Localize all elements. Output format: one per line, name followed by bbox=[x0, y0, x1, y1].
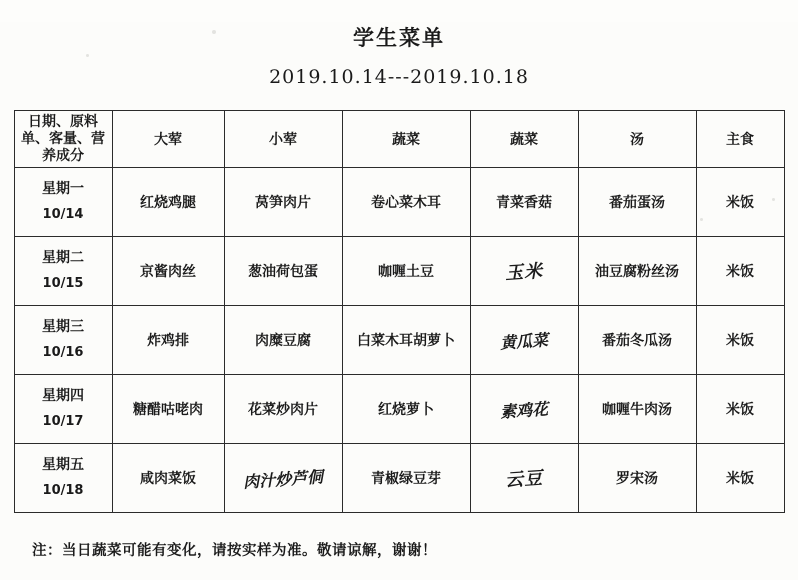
menu-cell-handwritten bbox=[224, 444, 342, 513]
day-date: 10/18 bbox=[42, 483, 84, 498]
menu-cell: 米饭 bbox=[696, 168, 784, 237]
menu-cell: 米饭 bbox=[696, 237, 784, 306]
column-header-zhushi: 主食 bbox=[696, 111, 784, 168]
menu-cell: 咖喱土豆 bbox=[342, 237, 470, 306]
menu-cell: 青椒绿豆芽 bbox=[342, 444, 470, 513]
menu-cell: 罗宋汤 bbox=[578, 444, 696, 513]
day-cell bbox=[14, 168, 112, 237]
scan-speck bbox=[86, 54, 89, 57]
menu-cell: 糖醋咕咾肉 bbox=[112, 375, 224, 444]
menu-cell: 番茄冬瓜汤 bbox=[578, 306, 696, 375]
menu-cell: 米饭 bbox=[696, 306, 784, 375]
menu-cell: 卷心菜木耳 bbox=[342, 168, 470, 237]
day-cell bbox=[14, 306, 112, 375]
table-row bbox=[14, 375, 784, 444]
day-date: 10/14 bbox=[42, 207, 84, 222]
column-header-shucai-1: 蔬菜 bbox=[342, 111, 470, 168]
day-date: 10/15 bbox=[42, 276, 84, 291]
handwriting: 云豆 bbox=[504, 467, 544, 492]
table-header-row bbox=[14, 111, 784, 168]
scan-speck bbox=[700, 218, 703, 221]
menu-cell: 白菜木耳胡萝卜 bbox=[342, 306, 470, 375]
day-date: 10/17 bbox=[42, 414, 84, 429]
scan-speck bbox=[772, 198, 775, 201]
handwriting: 肉汁炒芦侗 bbox=[242, 466, 324, 492]
menu-cell-handwritten bbox=[470, 306, 578, 375]
menu-table bbox=[14, 110, 785, 513]
menu-cell: 青菜香菇 bbox=[470, 168, 578, 237]
scan-speck bbox=[212, 30, 216, 34]
menu-cell: 莴笋肉片 bbox=[224, 168, 342, 237]
menu-cell: 葱油荷包蛋 bbox=[224, 237, 342, 306]
menu-cell: 番茄蛋汤 bbox=[578, 168, 696, 237]
menu-cell-handwritten bbox=[470, 444, 578, 513]
menu-cell: 花菜炒肉片 bbox=[224, 375, 342, 444]
menu-cell: 炸鸡排 bbox=[112, 306, 224, 375]
day-label: 星期四 bbox=[42, 388, 84, 404]
table-row bbox=[14, 444, 784, 513]
day-cell bbox=[14, 375, 112, 444]
menu-cell: 咸肉菜饭 bbox=[112, 444, 224, 513]
handwriting: 素鸡花 bbox=[499, 398, 549, 422]
day-date: 10/16 bbox=[42, 345, 84, 360]
menu-cell-handwritten bbox=[470, 375, 578, 444]
column-header-dahun: 大荤 bbox=[112, 111, 224, 168]
document-page bbox=[0, 22, 798, 580]
day-cell bbox=[14, 444, 112, 513]
corner-header: 日期、原料单、客量、营养成分 bbox=[14, 111, 112, 168]
menu-cell: 米饭 bbox=[696, 375, 784, 444]
table-row bbox=[14, 237, 784, 306]
date-range-subtitle: 2019.10.14---2019.10.18 bbox=[269, 66, 529, 88]
table-row bbox=[14, 306, 784, 375]
menu-cell: 肉糜豆腐 bbox=[224, 306, 342, 375]
day-cell bbox=[14, 237, 112, 306]
day-label: 星期五 bbox=[42, 457, 84, 473]
day-label: 星期一 bbox=[42, 181, 84, 197]
handwriting: 玉米 bbox=[504, 260, 544, 285]
menu-cell: 红烧鸡腿 bbox=[112, 168, 224, 237]
column-header-xiaohun: 小荤 bbox=[224, 111, 342, 168]
page-title: 学生菜单 bbox=[353, 26, 445, 50]
menu-cell: 油豆腐粉丝汤 bbox=[578, 237, 696, 306]
menu-cell-handwritten bbox=[470, 237, 578, 306]
menu-cell: 红烧萝卜 bbox=[342, 375, 470, 444]
menu-cell: 米饭 bbox=[696, 444, 784, 513]
table-row bbox=[14, 168, 784, 237]
day-label: 星期三 bbox=[42, 319, 84, 335]
footer-note: 注：当日蔬菜可能有变化，请按实样为准。敬请谅解，谢谢！ bbox=[32, 543, 437, 559]
day-label: 星期二 bbox=[42, 250, 84, 266]
menu-cell: 咖喱牛肉汤 bbox=[578, 375, 696, 444]
column-header-shucai-2: 蔬菜 bbox=[470, 111, 578, 168]
menu-cell: 京酱肉丝 bbox=[112, 237, 224, 306]
handwriting: 黄瓜菜 bbox=[499, 329, 549, 353]
column-header-tang: 汤 bbox=[578, 111, 696, 168]
